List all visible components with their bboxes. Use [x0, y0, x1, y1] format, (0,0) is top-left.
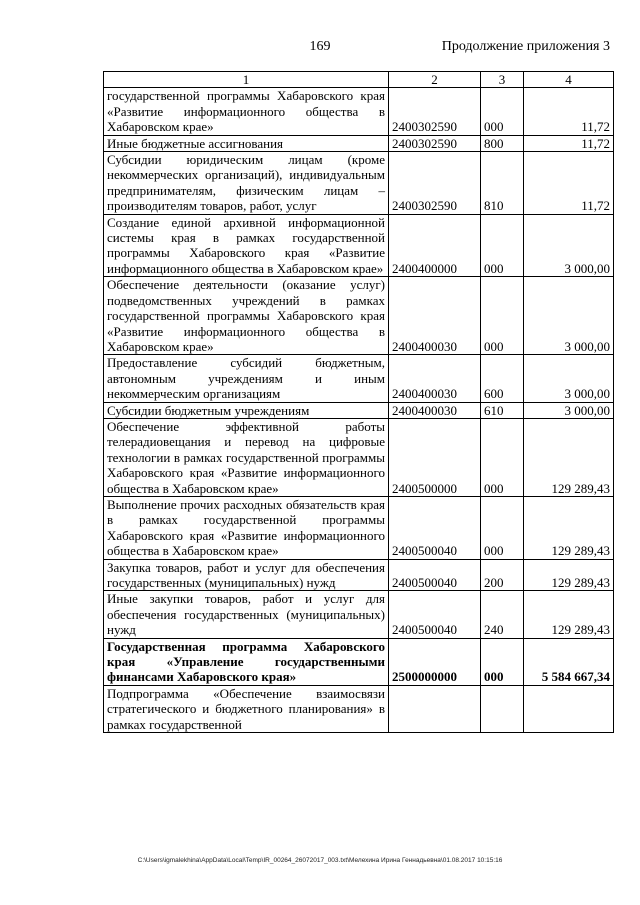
- row-expense-type: 000: [481, 88, 524, 135]
- table-row: [104, 591, 614, 638]
- table-row: [104, 559, 614, 591]
- row-description: Субсидии юридическим лицам (кроме некоммерческих организаций), индивидуальным предпринимателям, физическим лицам – производителям товаров, работ, услуг: [104, 152, 389, 215]
- table-row: [104, 418, 614, 496]
- row-description: Иные бюджетные ассигнования: [104, 135, 389, 151]
- row-target-code: 2400500040: [389, 591, 481, 638]
- column-header: 2: [389, 72, 481, 88]
- row-description: Выполнение прочих расходных обязательств края в рамках государственной программы Хабаровского края «Развитие информационного общества в Хабаровском крае»: [104, 496, 389, 559]
- row-expense-type: 000: [481, 277, 524, 355]
- row-amount: 5 584 667,34: [524, 638, 614, 685]
- table-row: [104, 496, 614, 559]
- table-row: [104, 355, 614, 402]
- row-expense-type: 240: [481, 591, 524, 638]
- column-header: 4: [524, 72, 614, 88]
- row-description: Иные закупки товаров, работ и услуг для обеспечения государственных (муниципальных) нужд: [104, 591, 389, 638]
- file-path-footer: C:\Users\igmalekhina\AppData\Local\Temp\IR_00264_26072017_003.txt\Мелехина Ирина Геннадьевна\01.08.2017 10:15:16: [137, 857, 503, 864]
- row-expense-type: 000: [481, 418, 524, 496]
- column-header: 3: [481, 72, 524, 88]
- row-amount: 129 289,43: [524, 418, 614, 496]
- row-expense-type: [481, 685, 524, 732]
- row-description: Предоставление субсидий бюджетным, автономным учреждениям и иным некоммерческим организациям: [104, 355, 389, 402]
- table-row: [104, 214, 614, 277]
- row-description: Государственная программа Хабаровского края «Управление государственными финансами Хабаровского края»: [104, 638, 389, 685]
- row-target-code: 2400500040: [389, 559, 481, 591]
- row-target-code: 2400400030: [389, 277, 481, 355]
- table-row: [104, 88, 614, 135]
- table-row: [104, 277, 614, 355]
- row-amount: 3 000,00: [524, 277, 614, 355]
- row-amount: 129 289,43: [524, 591, 614, 638]
- row-amount: 3 000,00: [524, 402, 614, 418]
- row-target-code: 2400500040: [389, 496, 481, 559]
- row-expense-type: 000: [481, 638, 524, 685]
- row-target-code: 2400400030: [389, 402, 481, 418]
- row-target-code: 2400400030: [389, 355, 481, 402]
- table-row: [104, 135, 614, 151]
- row-target-code: 2400302590: [389, 152, 481, 215]
- row-target-code: 2500000000: [389, 638, 481, 685]
- row-amount: 11,72: [524, 135, 614, 151]
- page-number: 169: [309, 39, 331, 54]
- table-row: [104, 638, 614, 685]
- row-description: Закупка товаров, работ и услуг для обеспечения государственных (муниципальных) нужд: [104, 559, 389, 591]
- row-expense-type: 810: [481, 152, 524, 215]
- row-expense-type: 200: [481, 559, 524, 591]
- row-description: Обеспечение эффективной работы телерадиовещания и перевод на цифровые технологии в рамках государственной программы Хабаровского края «Развитие информационного общества в Хабаровском крае»: [104, 418, 389, 496]
- row-amount: 11,72: [524, 88, 614, 135]
- table-header-row: [104, 72, 614, 88]
- table-row: [104, 685, 614, 732]
- row-expense-type: 600: [481, 355, 524, 402]
- continuation-label: Продолжение приложения 3: [441, 39, 610, 54]
- row-description: Подпрограмма «Обеспечение взаимосвязи стратегического и бюджетного планирования» в рамках государственной: [104, 685, 389, 732]
- table-row: [104, 402, 614, 418]
- row-expense-type: 610: [481, 402, 524, 418]
- row-description: государственной программы Хабаровского края «Развитие информационного общества в Хабаровском крае»: [104, 88, 389, 135]
- row-amount: [524, 685, 614, 732]
- row-amount: 3 000,00: [524, 214, 614, 277]
- row-amount: 129 289,43: [524, 496, 614, 559]
- column-header: 1: [104, 72, 389, 88]
- row-expense-type: 800: [481, 135, 524, 151]
- row-expense-type: 000: [481, 496, 524, 559]
- row-amount: 11,72: [524, 152, 614, 215]
- row-target-code: 2400302590: [389, 88, 481, 135]
- row-expense-type: 000: [481, 214, 524, 277]
- row-amount: 3 000,00: [524, 355, 614, 402]
- row-target-code: [389, 685, 481, 732]
- row-amount: 129 289,43: [524, 559, 614, 591]
- row-description: Субсидии бюджетным учреждениям: [104, 402, 389, 418]
- budget-table: [103, 71, 614, 733]
- row-target-code: 2400400000: [389, 214, 481, 277]
- row-target-code: 2400302590: [389, 135, 481, 151]
- row-description: Создание единой архивной информационной системы края в рамках государственной программы Хабаровского края «Развитие информационного общества в Хабаровском крае»: [104, 214, 389, 277]
- row-description: Обеспечение деятельности (оказание услуг) подведомственных учреждений в рамках государственной программы Хабаровского края «Развитие информационного общества в Хабаровском крае»: [104, 277, 389, 355]
- table-row: [104, 152, 614, 215]
- row-target-code: 2400500000: [389, 418, 481, 496]
